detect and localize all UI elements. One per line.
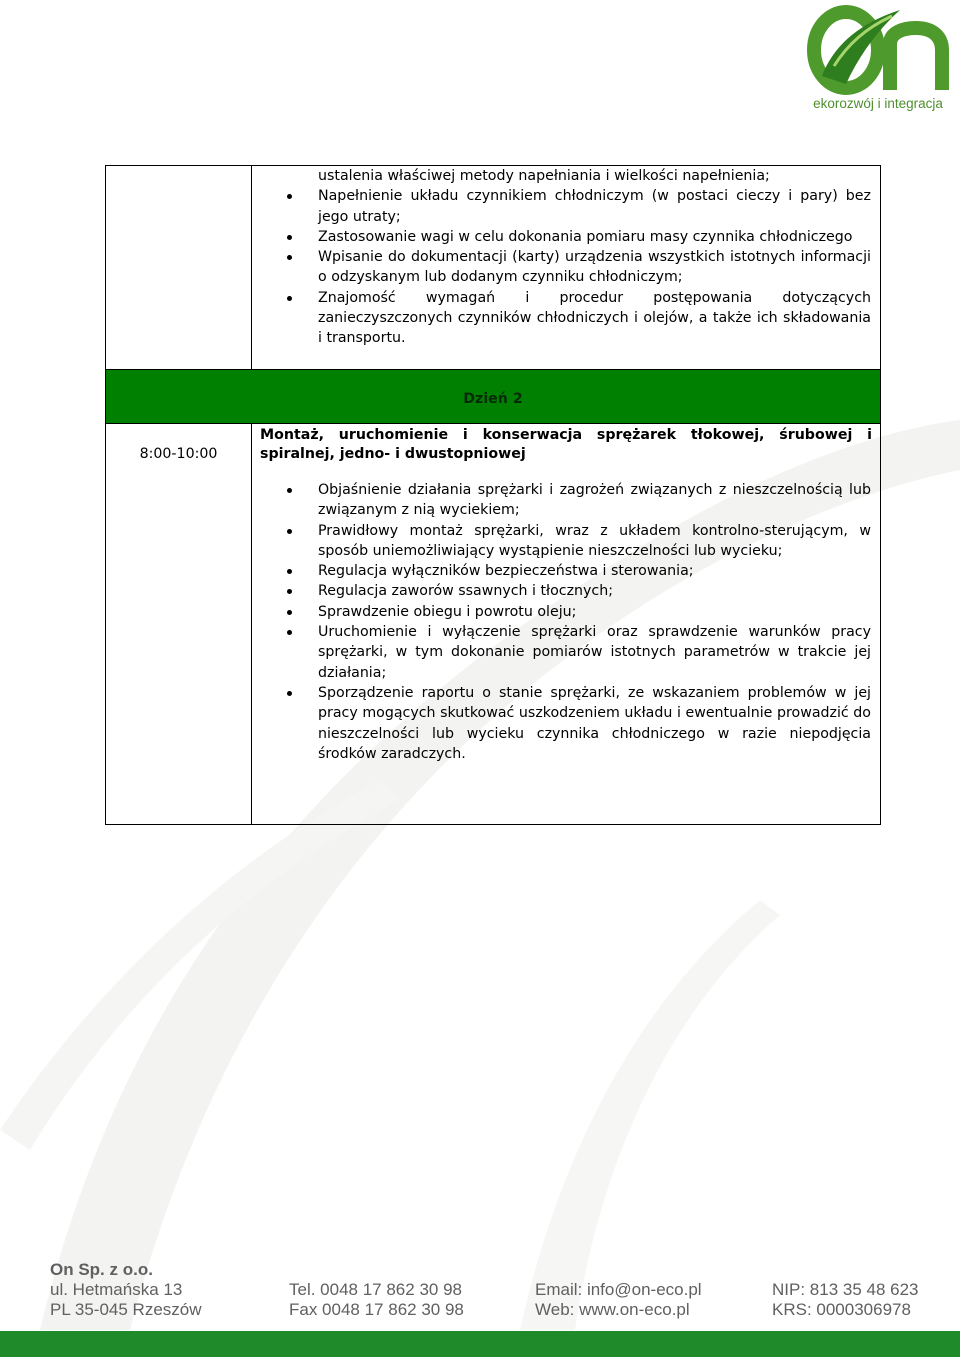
list-item: Sprawdzenie obiegu i powrotu oleju;	[318, 602, 871, 622]
bullet-icon	[287, 569, 292, 574]
footer-green-bar	[0, 1331, 960, 1357]
list-item: Sporządzenie raportu o stanie sprężarki, ze wskazaniem problemów w jej pracy mogących skutkować uszkodzeniem układu i ewentualnie prowadzić do nieszczelności lub wycieku czynnika chłodniczego w razie niepodjęcia środków zaradczych.	[318, 683, 871, 764]
footer-company: On Sp. z o.o.	[50, 1260, 153, 1279]
column-divider	[251, 166, 252, 369]
section-title: Montaż, uruchomienie i konserwacja sprężarek tłokowej, śrubowej i spiralnej, jedno- i dwustopniowej	[260, 427, 872, 462]
list-item: Regulacja zaworów ssawnych i tłocznych;	[318, 581, 871, 601]
day-section-content	[318, 480, 871, 764]
list-item: Napełnienie układu czynnikiem chłodniczym (w postaci cieczy i pary) bez jego utraty;	[318, 186, 871, 227]
bullet-icon	[287, 296, 292, 301]
footer-phones	[289, 1280, 464, 1320]
leaf-logo-icon	[804, 4, 952, 96]
footer-fax: Fax 0048 17 862 30 98	[289, 1300, 464, 1319]
bullet-icon	[287, 589, 292, 594]
top-section-content	[318, 166, 871, 349]
bullet-icon	[287, 610, 292, 615]
continuation-text: ustalenia właściwej metody napełniania i wielkości napełnienia;	[318, 168, 770, 184]
bullet-icon	[287, 488, 292, 493]
bullet-icon	[287, 194, 292, 199]
footer-nip: NIP: 813 35 48 623	[772, 1280, 919, 1299]
footer-krs: KRS: 0000306978	[772, 1300, 911, 1319]
footer-street: ul. Hetmańska 13	[50, 1280, 183, 1299]
list-item: Zastosowanie wagi w celu dokonania pomiaru masy czynnika chłodniczego	[318, 227, 871, 247]
bullet-icon	[287, 235, 292, 240]
bullet-icon	[287, 255, 292, 260]
column-divider	[251, 424, 252, 825]
footer-city: PL 35-045 Rzeszów	[50, 1300, 202, 1319]
footer-registry	[772, 1280, 919, 1320]
schedule-table	[105, 165, 881, 825]
page-footer	[0, 1258, 960, 1338]
bullet-icon	[287, 691, 292, 696]
footer-tel: Tel. 0048 17 862 30 98	[289, 1280, 462, 1299]
footer-email: Email: info@on-eco.pl	[535, 1280, 702, 1299]
list-item: Regulacja wyłączników bezpieczeństwa i sterowania;	[318, 561, 871, 581]
day-title: Dzień 2	[463, 391, 523, 407]
bullet-icon	[287, 529, 292, 534]
list-item: Uruchomienie i wyłączenie sprężarki oraz sprawdzenie warunków pracy sprężarki, w tym dokonanie pomiarów istotnych parametrów w trakcie jej działania;	[318, 622, 871, 683]
top-bullet-list	[318, 186, 871, 348]
logo-tagline: ekorozwój i integracja	[813, 96, 943, 111]
footer-contact	[535, 1280, 702, 1320]
list-item: Objaśnienie działania sprężarki i zagrożeń związanych z nieszczelnością lub związanym z nią wyciekiem;	[318, 480, 871, 521]
time-slot: 8:00-10:00	[139, 446, 218, 462]
footer-address	[50, 1260, 202, 1320]
list-item: Prawidłowy montaż sprężarki, wraz z układem kontrolno-sterującym, w sposób uniemożliwiający wystąpienie nieszczelności lub wycieku;	[318, 521, 871, 562]
footer-web: Web: www.on-eco.pl	[535, 1300, 690, 1319]
company-logo	[800, 4, 956, 112]
list-item: Wpisanie do dokumentacji (karty) urządzenia wszystkich istotnych informacji o odzyskanym lub dodanym czynniku chłodniczym;	[318, 247, 871, 288]
bullet-icon	[287, 630, 292, 635]
list-item: Znajomość wymagań i procedur postępowania dotyczących zanieczyszczonych czynników chłodniczych i olejów, a także ich składowania i transportu.	[318, 288, 871, 349]
day-bullet-list	[318, 480, 871, 764]
day-header-band	[106, 369, 880, 424]
